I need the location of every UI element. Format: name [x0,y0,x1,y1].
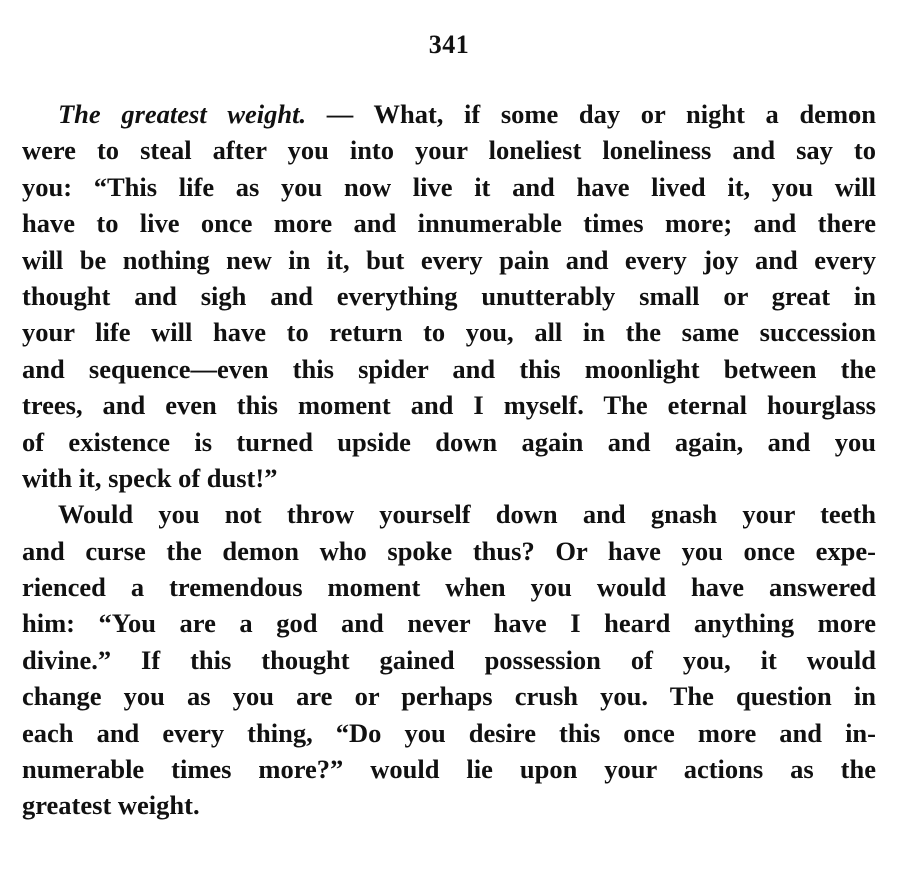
text-line: of existence is turned upside down again and again, and you [22,426,876,457]
text-line: thought and sigh and everything unutterably small or great in [22,280,876,311]
text-line: numerable times more?” would lie upon your actions as the [22,754,876,785]
text-line: each and every thing, “Do you desire this once more and in- [22,717,876,748]
text-line: divine.” If this thought gained possession of you, it would [22,644,876,675]
text-line: greatest weight. [22,790,200,821]
text-line [22,96,876,132]
text-line: rienced a tremendous moment when you would have answered [22,572,876,603]
aphorism-title: The greatest weight. [58,99,307,129]
text-line: him: “You are a god and never have I heard anything more [22,608,876,639]
text-line: trees, and even this moment and I myself. The eternal hourglass [22,390,876,421]
text-line: your life will have to return to you, all in the same succession [22,317,876,348]
text-line: will be nothing new in it, but every pain and every joy and every [22,244,876,275]
text-line: have to live once more and innumerable times more; and there [22,208,876,239]
page-number: 341 [428,30,470,59]
text-line: Would you not throw yourself down and gnash your teeth [58,499,876,530]
text-line-content: — What, if some day or night a demon [306,99,877,129]
aphorism-text [22,96,876,824]
text-line: were to steal after you into your loneliest loneliness and say to [22,135,876,166]
text-line: change you as you are or perhaps crush you. The question in [22,681,876,712]
text-line: and sequence—even this spider and this moonlight between the [22,353,876,384]
text-line: with it, speck of dust!” [22,462,278,493]
text-line: you: “This life as you now live it and have lived it, you will [22,171,876,202]
text-line: and curse the demon who spoke thus? Or have you once expe- [22,535,876,566]
